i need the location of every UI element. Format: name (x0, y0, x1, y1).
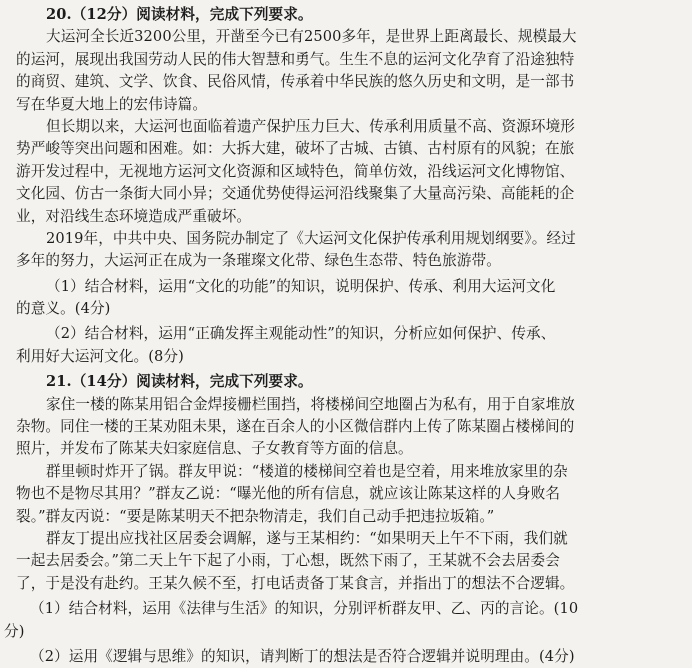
q20-p2-line3: 游开发过程中，无视地方运河文化资源和区域特色，简单仿效，沿线运河文化博物馆、 (16, 162, 575, 180)
q21-sub2-line1: （2）运用《逻辑与思维》的知识，请判断丁的想法是否符合逻辑并说明理由。(4分) (30, 647, 575, 665)
q20-header: 20.（12分）阅读材料，完成下列要求。 (46, 6, 313, 23)
q20-sub1-line1: （1）结合材料，运用“文化的功能”的知识，说明保护、传承、利用大运河文化 (46, 277, 556, 295)
q21-p1-line3: 照片，并发布了陈某夫妇家庭信息、子女教育等方面的信息。 (16, 440, 413, 458)
q20-p1-line3: 的商贸、建筑、文学、饮食、民俗风情，传承着中华民族的悠久历史和文明，是一部书 (16, 73, 575, 91)
q20-p1-line1: 大运河全长近3200公里，开凿至今已有2500多年，是世界上距离最长、规模最大 (46, 28, 577, 46)
q21-p2-line3: 裂。”群友丙说：“要是陈某明天不把杂物清走，我们自己动手把违拉坂箱。” (16, 507, 495, 525)
q20-p2-line4: 文化园、仿古一条街大同小异；交通优势使得运河沿线聚集了大量高污染、高能耗的企 (16, 185, 575, 203)
q21-header: 21.（14分）阅读材料，完成下列要求。 (46, 373, 313, 391)
q21-p2-line1: 群里顿时炸开了锅。群友甲说：“楼道的楼梯间空着也是空着，用来堆放家里的杂 (46, 462, 568, 480)
q20-sub2-line2: 利用好大运河文化。(8分) (16, 347, 184, 365)
q21-sub1-line2: 分) (4, 622, 25, 640)
q21-p3-line1: 群友丁提出应找社区居委会调解，遂与王某相约：“如果明天上午不下雨，我们就 (46, 529, 568, 547)
q21-p3-line2: 一起去居委会。”第二天上午下起了小雨，丁心想，既然下雨了，王某就不会去居委会 (16, 552, 560, 570)
q21-p3-line3: 了，于是没有赴约。王某久候不至，打电话责备丁某食言，并指出丁的想法不合逻辑。 (16, 574, 575, 592)
q21-p2-line2: 物也不是物尽其用？”群友乙说：“曝光他的所有信息，就应该让陈某这样的人身败名 (16, 485, 561, 503)
q20-p2-line2: 势严峻等突出问题和困难。如：大拆大建，破坏了古城、古镇、古村原有的风貌；在旅 (16, 140, 575, 158)
q21-p1-line2: 杂物。同住一楼的王某劝阻未果，遂在百余人的小区微信群内上传了陈某圈占楼梯间的 (16, 418, 575, 436)
q20-p1-line2: 的运河，展现出我国劳动人民的伟大智慧和勇气。生生不息的运河文化孕育了沿途独特 (16, 50, 575, 68)
q20-p3-line1: 2019年，中共中央、国务院办制定了《大运河文化保护传承利用规划纲要》。经过 (46, 229, 576, 247)
q21-p1-line1: 家住一楼的陈某用铝合金焊接栅栏围挡，将楼梯间空地圈占为私有，用于自家堆放 (46, 395, 575, 413)
q20-sub1-line2: 的意义。(4分) (16, 300, 111, 318)
q21-sub1-line1: （1）结合材料，运用《法律与生活》的知识，分别评析群友甲、乙、丙的言论。(10 (30, 600, 579, 618)
q20-p3-line2: 多年的努力，大运河正在成为一条璀璨文化带、绿色生态带、特色旅游带。 (16, 252, 501, 270)
q20-sub2-line1: （2）结合材料，运用“正确发挥主观能动性”的知识，分析应如何保护、传承、 (46, 325, 556, 343)
q20-p1-line4: 写在华夏大地上的宏伟诗篇。 (16, 95, 208, 113)
q20-p2-line5: 业，对沿线生态环境造成严重破坏。 (16, 207, 252, 225)
q20-p2-line1: 但长期以来，大运河也面临着遗产保护压力巨大、传承利用质量不高、资源环境形 (46, 117, 575, 135)
